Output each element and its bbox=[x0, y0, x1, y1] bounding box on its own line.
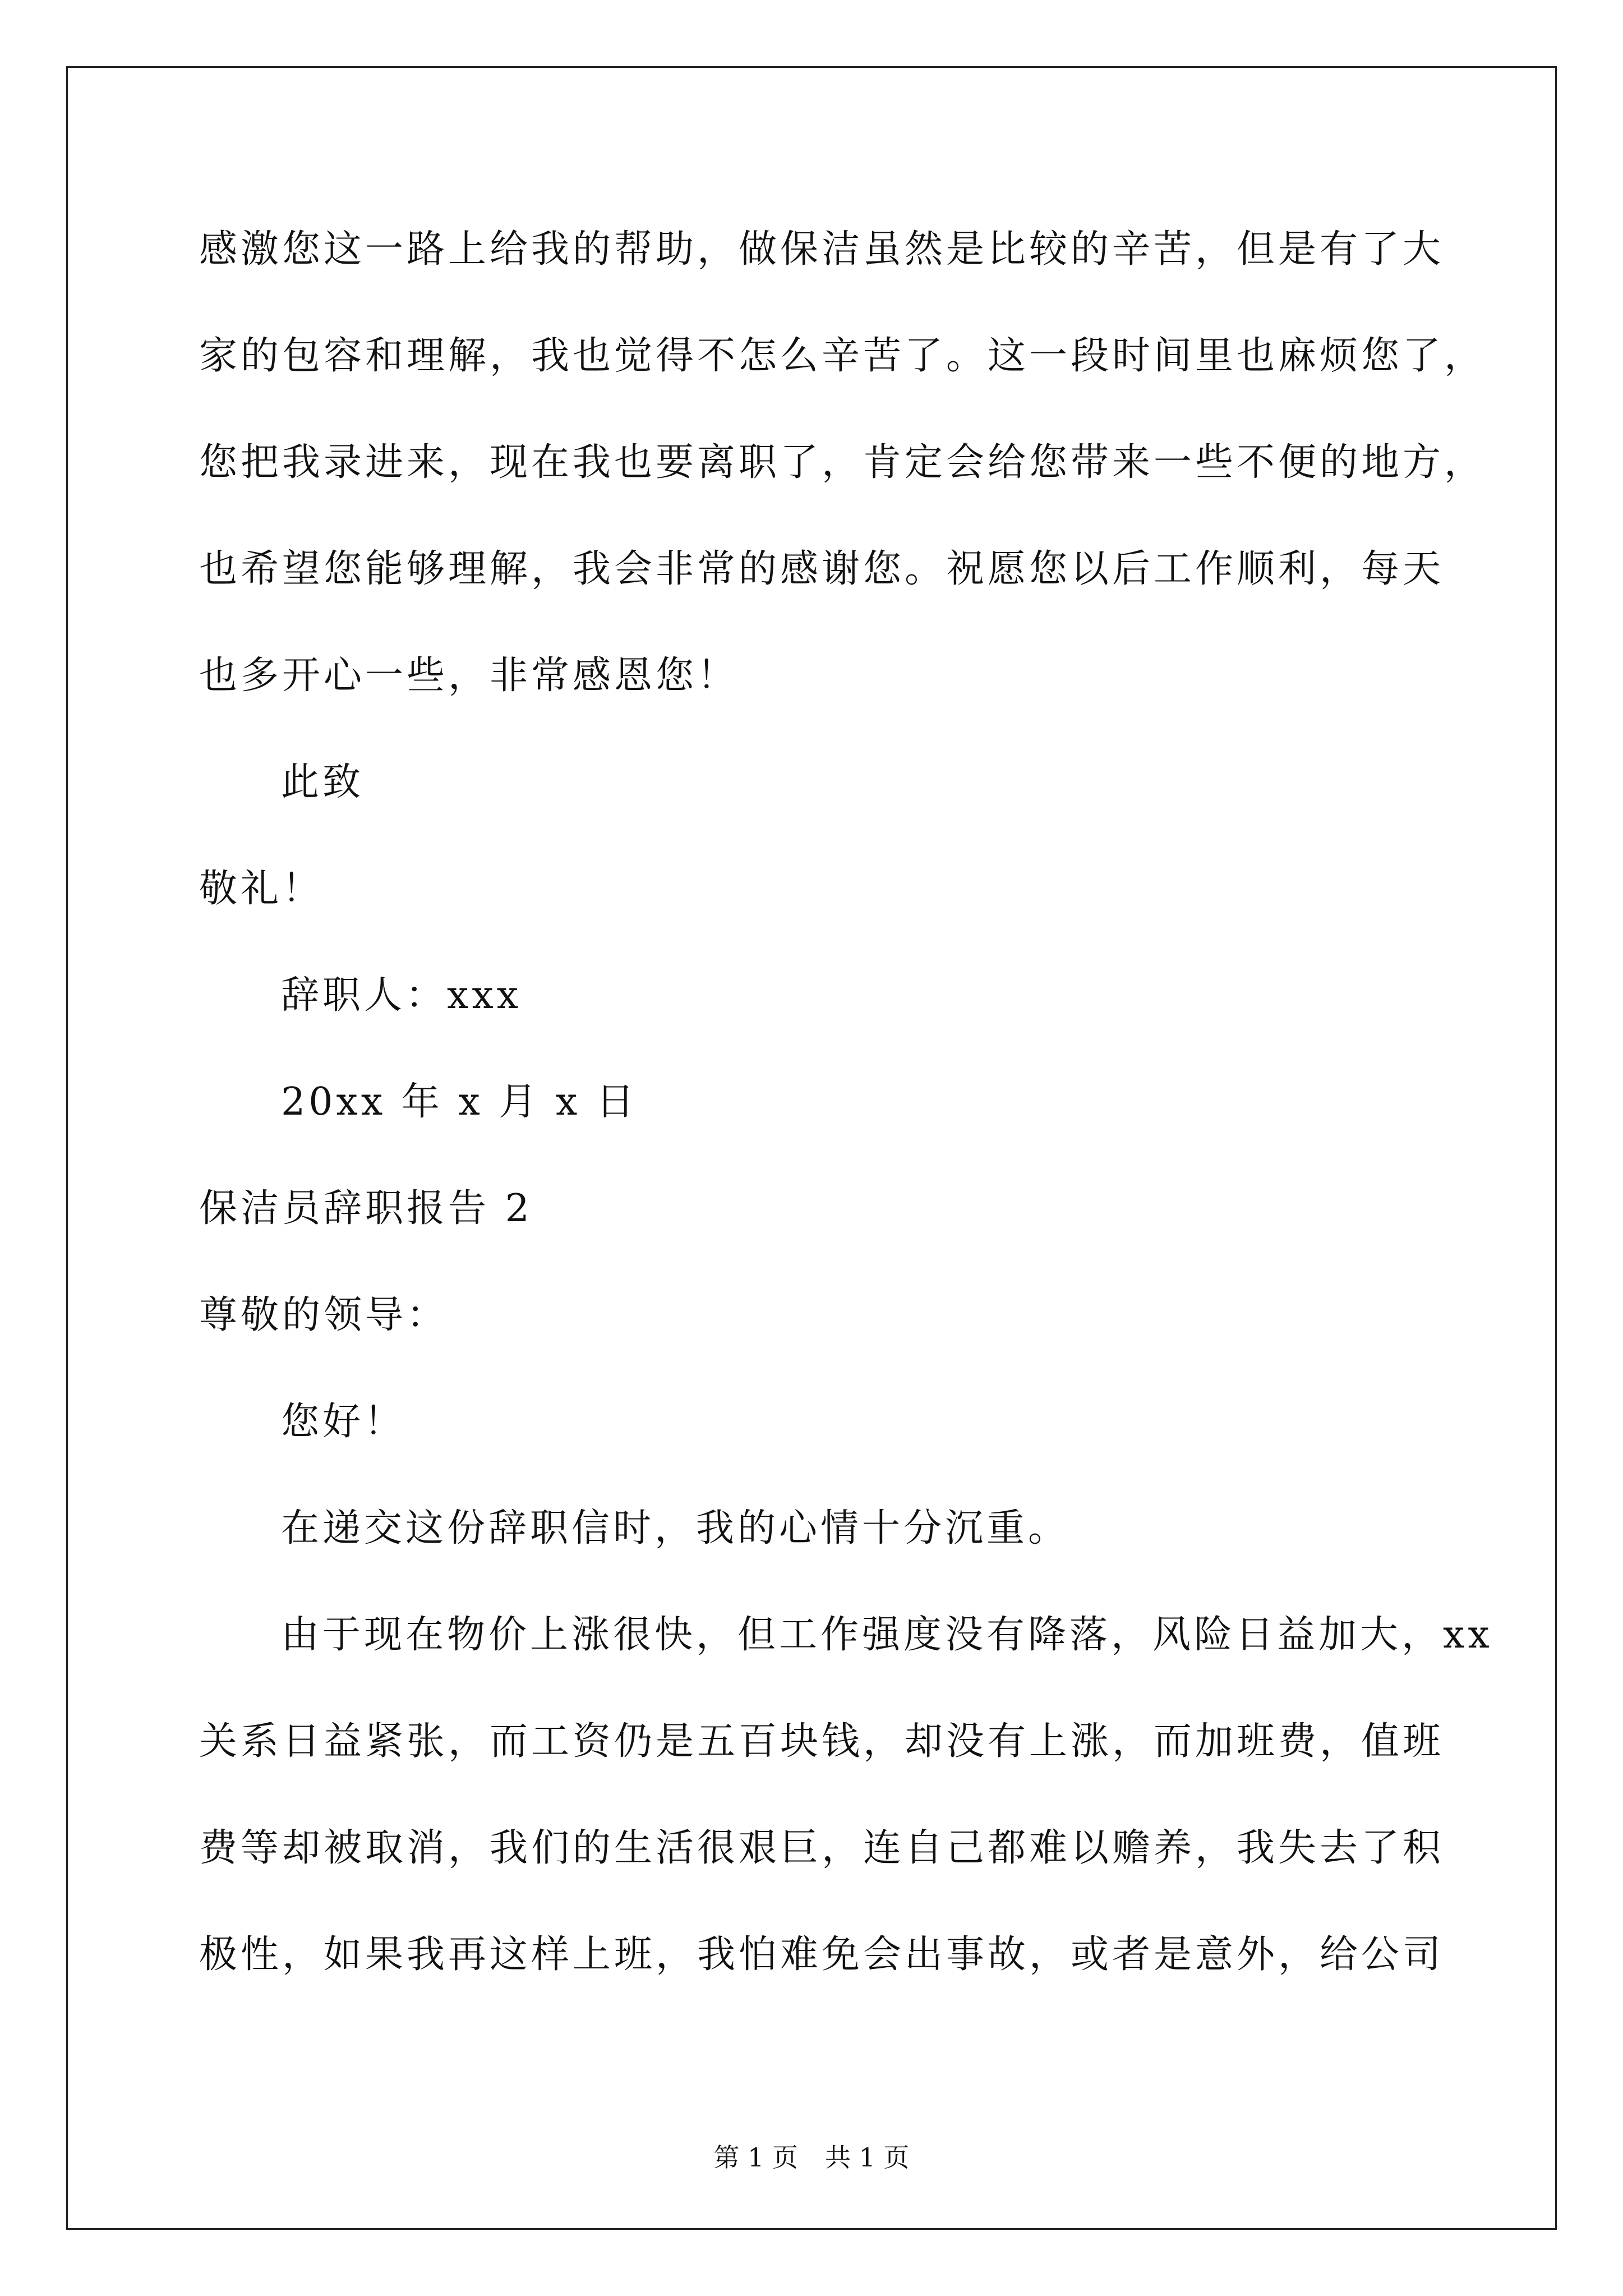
body-line-1: 感激您这一路上给我的帮助，做保洁虽然是比较的辛苦，但是有了大 bbox=[199, 227, 1445, 272]
page-number-current: 第 1 页 bbox=[713, 2142, 798, 2173]
letter-paragraph-1: 在递交这份辞职信时，我的心情十分沉重。 bbox=[281, 1506, 1070, 1550]
letter-paragraph-2-line-3: 费等却被取消，我们的生活很艰巨，连自己都难以赡养，我失去了积 bbox=[199, 1826, 1445, 1870]
letter-paragraph-2-line-2: 关系日益紧张，而工资仍是五百块钱，却没有上涨，而加班费，值班 bbox=[199, 1719, 1445, 1764]
page-footer bbox=[0, 2137, 1623, 2174]
letter-hello: 您好！ bbox=[281, 1400, 406, 1444]
body-line-3: 您把我录进来，现在我也要离职了，肯定会给您带来一些不便的地方， bbox=[199, 440, 1486, 485]
signature-name: 辞职人：xxx bbox=[281, 973, 522, 1018]
closing-regards: 敬礼！ bbox=[199, 867, 324, 911]
letter-paragraph-2-line-1: 由于现在物价上涨很快，但工作强度没有降落，风险日益加大，xx bbox=[281, 1613, 1493, 1657]
signature-date: 20xx 年 x 月 x 日 bbox=[281, 1080, 638, 1124]
letter-greeting: 尊敬的领导： bbox=[199, 1293, 449, 1337]
letter-paragraph-2-line-4: 极性，如果我再这样上班，我怕难免会出事故，或者是意外，给公司 bbox=[199, 1932, 1445, 1977]
body-line-4: 也希望您能够理解，我会非常的感谢您。祝愿您以后工作顺利，每天 bbox=[199, 547, 1445, 591]
body-line-5: 也多开心一些，非常感恩您！ bbox=[199, 654, 739, 698]
page-number-total: 共 1 页 bbox=[825, 2142, 910, 2173]
document-body bbox=[199, 219, 1493, 2031]
closing-salutation: 此致 bbox=[281, 760, 365, 804]
body-line-2: 家的包容和理解，我也觉得不怎么辛苦了。这一段时间里也麻烦您了， bbox=[199, 334, 1486, 378]
section-title: 保洁员辞职报告 2 bbox=[199, 1186, 533, 1231]
